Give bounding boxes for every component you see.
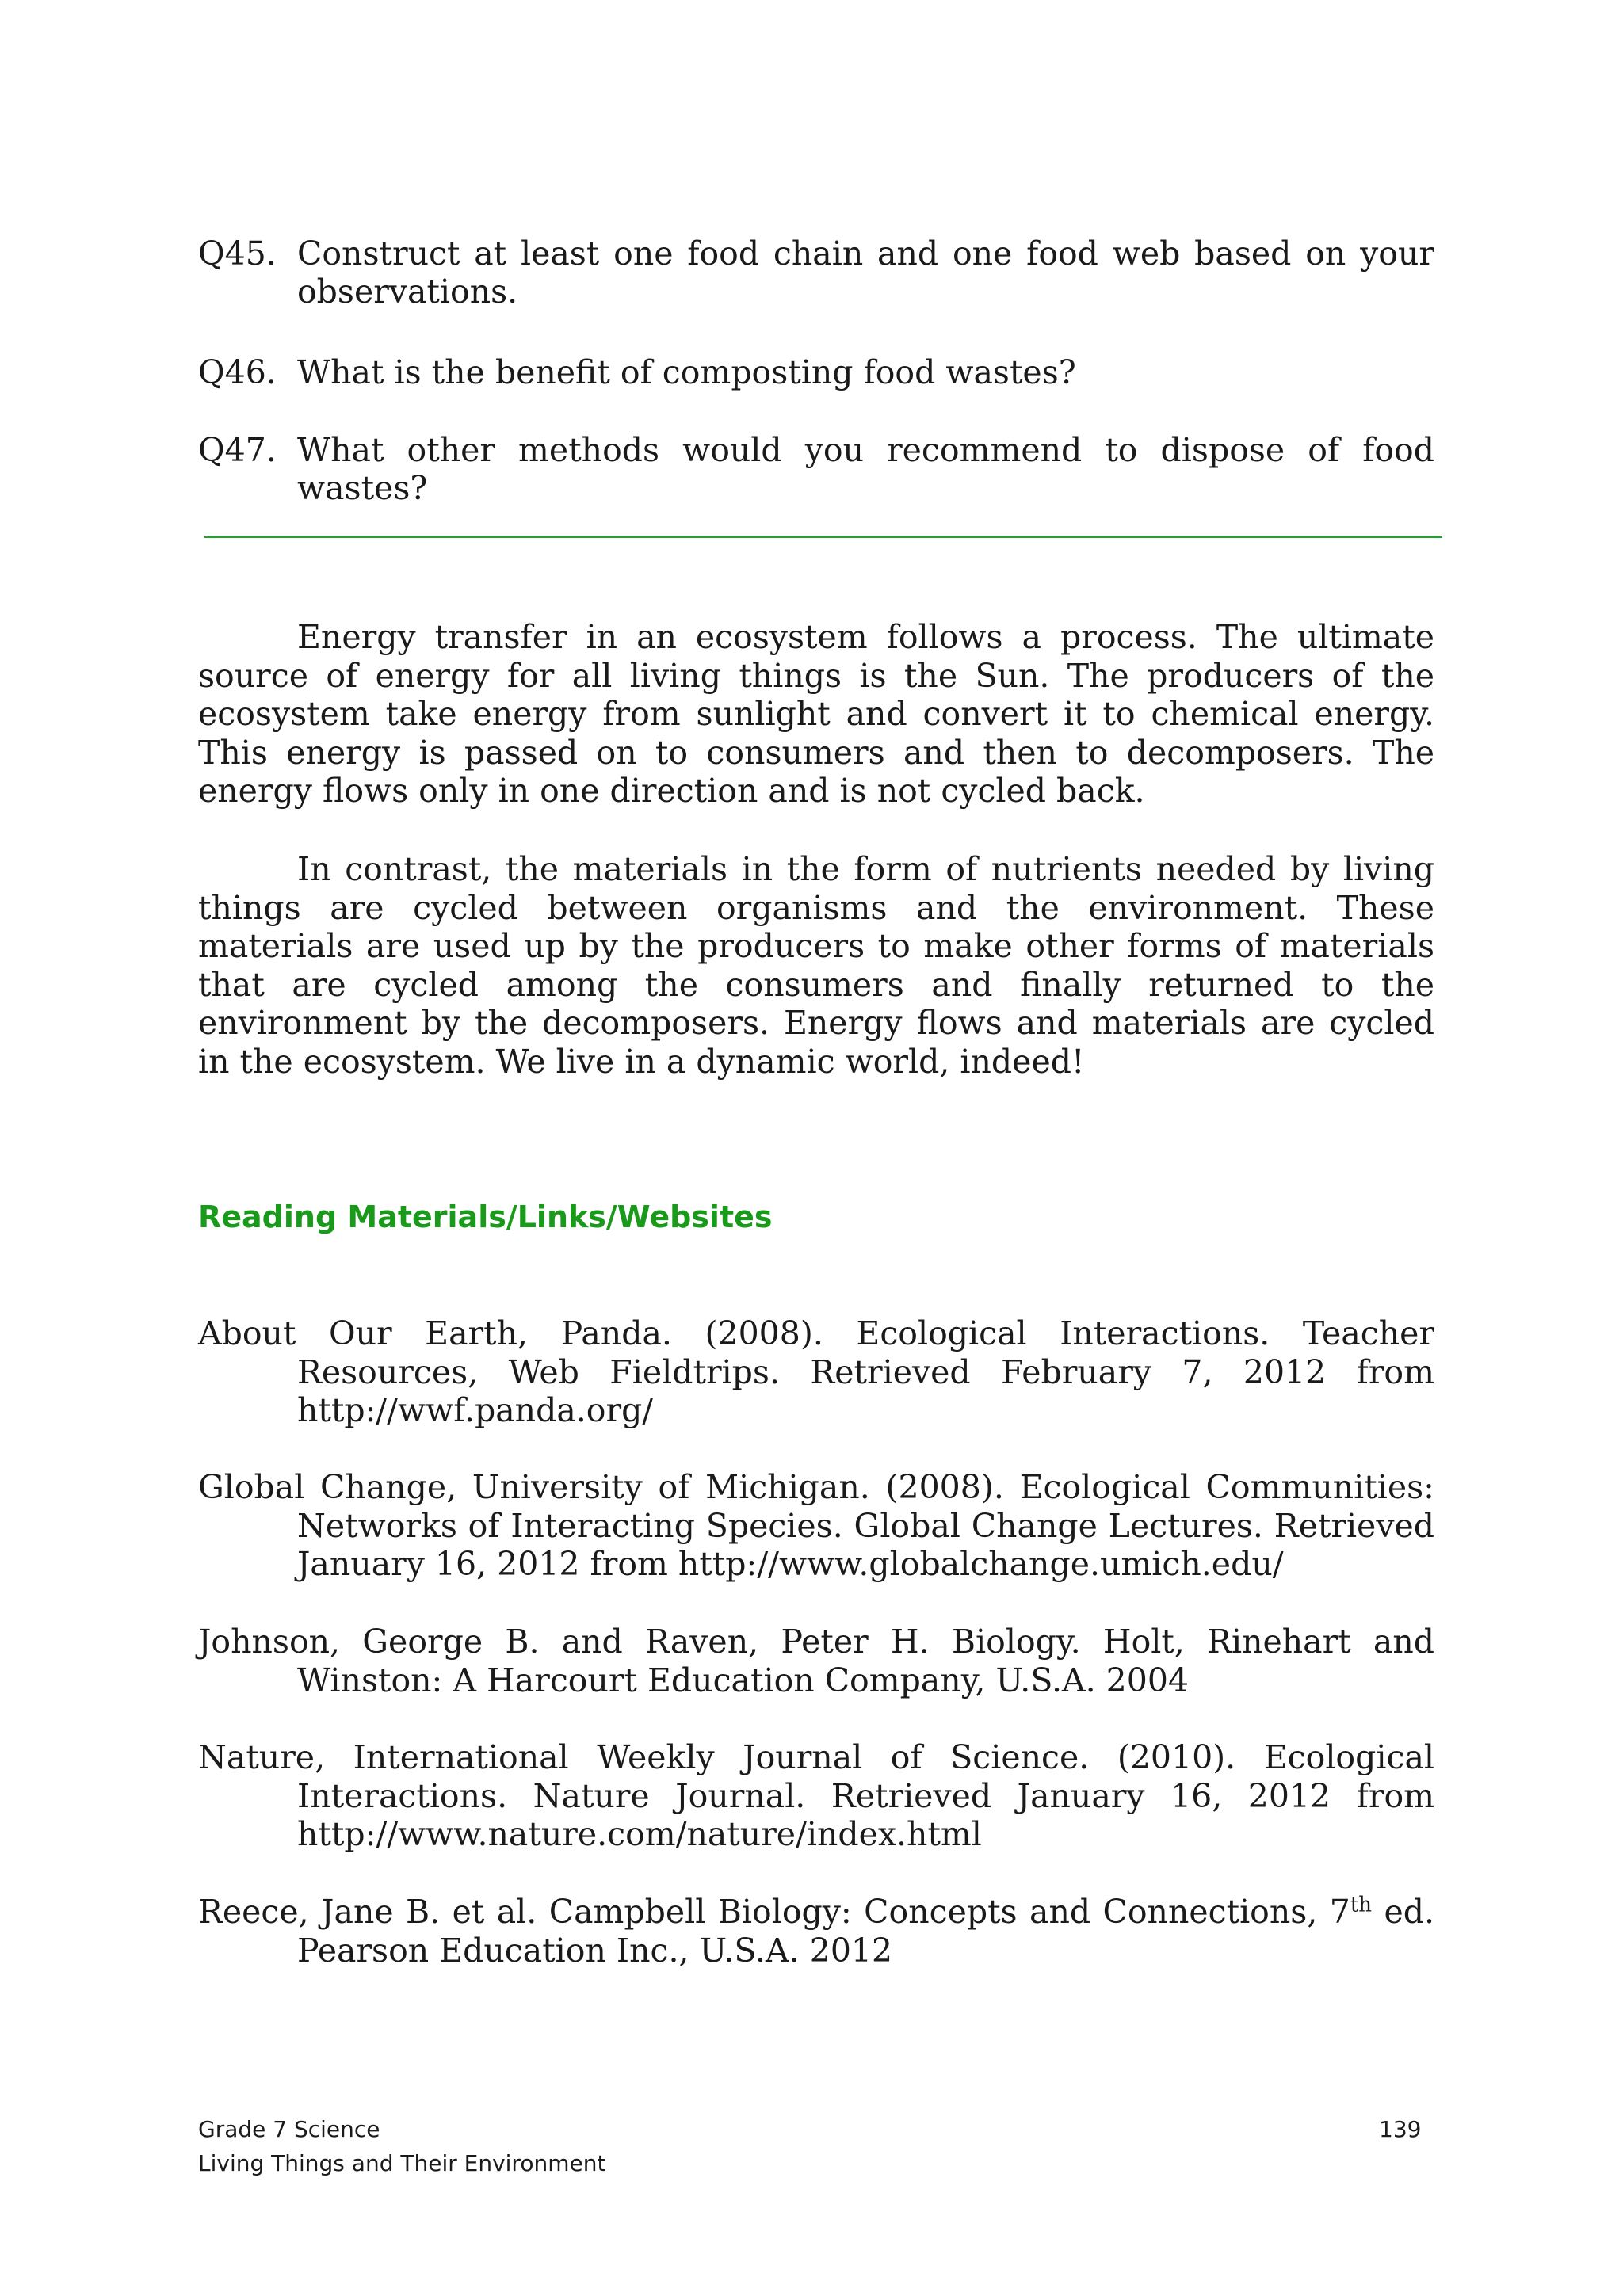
reference-item: Global Change, University of Michigan. (2008). Ecological Communities: Networks of Interacting Species. Global Change Lectures. Retrieved January 16, 2012 from http://www.globalchange.umich.edu/ [198, 1468, 1434, 1583]
reading-materials-heading: Reading Materials/Links/Websites [198, 1199, 773, 1234]
paragraph-material-cycling: In contrast, the materials in the form of nutrients needed by living things are cycled between organisms and the environment. These materials are used up by the producers to make other forms of materials that are cycled among the consumers and finally returned to the environment by the decomposers. Energy flows and materials are cycled in the ecosystem. We live in a dynamic world, indeed! [198, 850, 1434, 1081]
question-text: What is the benefit of composting food wastes? [297, 353, 1076, 391]
footer-module: Living Things and Their Environment [198, 2150, 606, 2176]
reference-text: Reece, Jane B. et al. Campbell Biology: Concepts and Connections, 7 [198, 1893, 1350, 1931]
reference-item-reece [198, 1893, 1434, 1970]
question-number: Q47. [198, 431, 277, 469]
section-divider [204, 536, 1442, 538]
footer-course: Grade 7 Science [198, 2116, 380, 2142]
reference-text: ed. Pearson Education Inc., U.S.A. 2012 [297, 1893, 1434, 1970]
reference-item: Johnson, George B. and Raven, Peter H. Biology. Holt, Rinehart and Winston: A Harcourt Education Company, U.S.A. 2004 [198, 1623, 1434, 1699]
question-text: Construct at least one food chain and one food web based on your observations. [297, 235, 1434, 311]
question-q47 [198, 431, 1434, 507]
paragraph-energy-transfer: Energy transfer in an ecosystem follows a process. The ultimate source of energy for all living things is the Sun. The producers of the ecosystem take energy from sunlight and convert it to chemical energy. This energy is passed on to consumers and then to decomposers. The energy flows only in one direction and is not cycled back. [198, 618, 1434, 810]
reference-item: Nature, International Weekly Journal of Science. (2010). Ecological Interactions. Nature Journal. Retrieved January 16, 2012 from http://www.nature.com/nature/index.html [198, 1738, 1434, 1853]
question-number: Q46. [198, 353, 277, 391]
ordinal-suffix: th [1350, 1893, 1373, 1917]
reference-item: About Our Earth, Panda. (2008). Ecological Interactions. Teacher Resources, Web Fieldtrips. Retrieved February 7, 2012 from http://wwf.panda.org/ [198, 1314, 1434, 1429]
question-q46 [198, 353, 1434, 391]
question-number: Q45. [198, 235, 277, 273]
question-text: What other methods would you recommend to dispose of food wastes? [297, 431, 1434, 507]
question-q45 [198, 235, 1434, 311]
page-number: 139 [1379, 2116, 1422, 2142]
